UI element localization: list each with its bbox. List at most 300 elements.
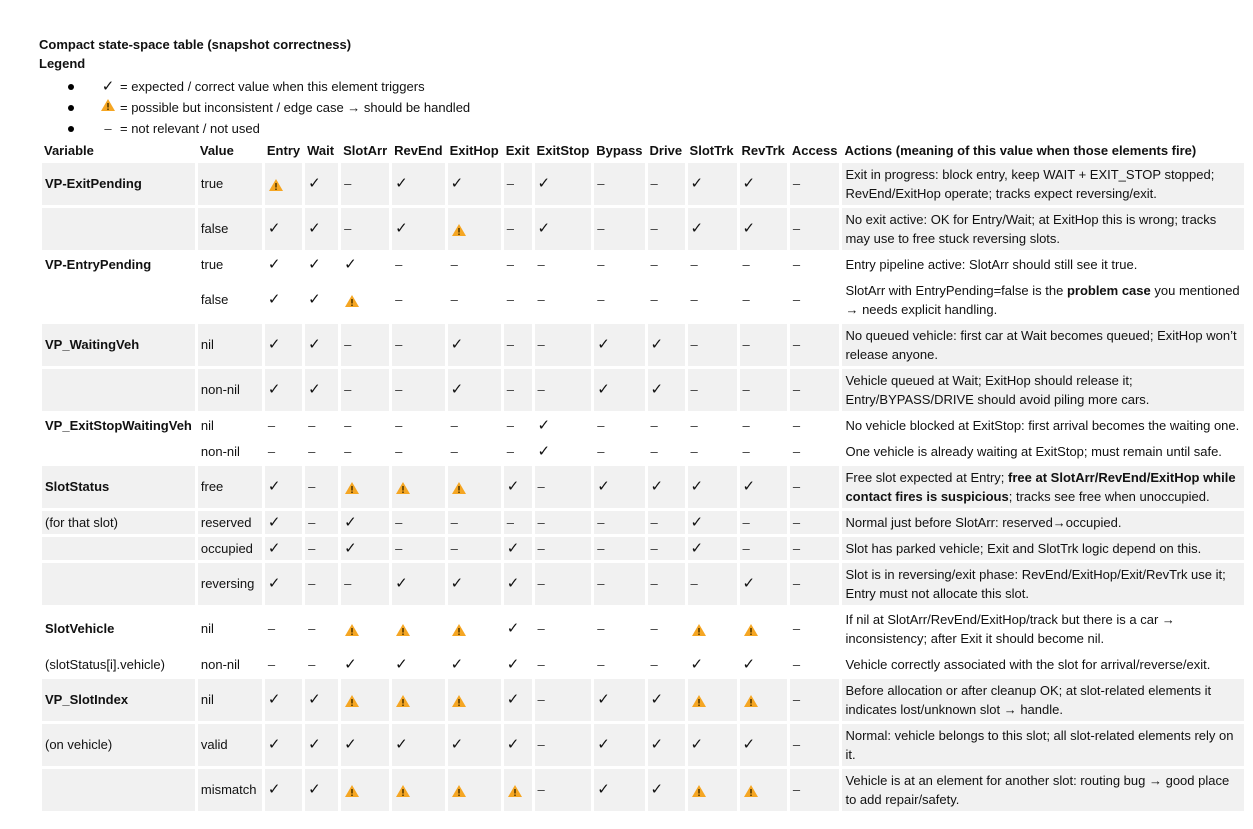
- warning-icon: [743, 784, 759, 798]
- column-header-bypass: Bypass: [596, 143, 643, 158]
- check-icon: ✓: [742, 220, 756, 237]
- value-cell: non-nil: [200, 656, 240, 672]
- dash-icon: [305, 653, 338, 676]
- dash-icon: –: [792, 692, 801, 707]
- dash-icon: –: [792, 176, 801, 191]
- column-header-variable: Variable: [44, 143, 94, 158]
- dash-icon: [392, 279, 444, 321]
- check-icon: ✓: [690, 220, 704, 237]
- warning-icon: [100, 98, 116, 117]
- check-icon: [341, 724, 389, 766]
- check-icon: ✓: [690, 513, 704, 531]
- dash-icon: [535, 563, 592, 605]
- variable-cell: VP_SlotIndex: [42, 679, 195, 721]
- dash-icon: [790, 163, 840, 205]
- check-icon: [305, 208, 338, 250]
- dash-icon: –: [344, 417, 352, 433]
- check-icon: ✓: [597, 781, 610, 798]
- dash-icon: –: [537, 256, 545, 272]
- dash-icon: –: [104, 120, 112, 136]
- dash-icon: –: [308, 656, 316, 672]
- check-icon: ✓: [506, 620, 520, 637]
- warning-icon: [268, 178, 284, 192]
- table-row: [42, 279, 1244, 321]
- column-header-revtrk: RevTrk: [741, 143, 785, 158]
- check-icon: ✓: [344, 539, 357, 557]
- table-row: [42, 369, 1244, 411]
- check-icon: [504, 724, 532, 766]
- check-icon: [448, 163, 501, 205]
- check-icon: ✓: [506, 655, 520, 673]
- check-icon: [448, 563, 501, 605]
- dash-icon: –: [597, 221, 605, 236]
- legend-item-warning: [68, 97, 470, 118]
- check-icon: ✓: [506, 736, 520, 753]
- dash-icon: [341, 208, 389, 250]
- check-icon: ✓: [267, 736, 281, 753]
- check-icon: ✓: [308, 291, 321, 308]
- dash-icon: [392, 369, 444, 411]
- variable-cell: SlotVehicle: [45, 621, 115, 636]
- warning-icon: [691, 694, 707, 708]
- dash-icon: –: [308, 443, 316, 459]
- dash-icon: –: [506, 256, 514, 272]
- dash-icon: –: [650, 417, 658, 433]
- value-cell: nil: [200, 417, 214, 433]
- dash-icon: [305, 537, 338, 560]
- check-icon: [265, 769, 302, 811]
- dash-icon: –: [450, 292, 458, 307]
- warning-icon: [395, 481, 411, 495]
- check-icon: [594, 369, 644, 411]
- check-icon: ✓: [650, 736, 664, 753]
- check-icon: [305, 253, 338, 276]
- dash-icon: –: [650, 576, 658, 591]
- action-cell: Entry pipeline active: SlotArr should still see it true.: [845, 257, 1138, 272]
- dash-icon: –: [450, 417, 458, 433]
- dash-icon: [535, 679, 592, 721]
- dash-icon: [594, 563, 644, 605]
- dash-icon: –: [450, 256, 458, 272]
- check-icon: [648, 724, 685, 766]
- dash-icon: [648, 653, 685, 676]
- check-icon: ✓: [506, 575, 520, 592]
- dash-icon: [504, 279, 532, 321]
- check-icon: ✓: [267, 781, 281, 798]
- table-row: [42, 208, 1244, 250]
- column-header-exit: Exit: [505, 143, 530, 158]
- check-icon: [648, 769, 685, 811]
- check-icon: [392, 563, 444, 605]
- check-icon: [740, 163, 787, 205]
- value-cell: occupied: [198, 537, 262, 560]
- warning-icon: [344, 784, 360, 798]
- dash-icon: [535, 279, 592, 321]
- action-cell: [842, 466, 1244, 508]
- check-icon: ✓: [742, 575, 756, 592]
- dash-icon: –: [792, 737, 801, 752]
- check-icon: [648, 324, 685, 366]
- dash-icon: –: [506, 514, 514, 530]
- warning-icon: [507, 784, 523, 798]
- dash-icon: [790, 511, 840, 534]
- check-icon: [688, 653, 737, 676]
- column-header-exithop: ExitHop: [449, 143, 499, 158]
- check-icon: [305, 679, 338, 721]
- dash-icon: –: [537, 576, 545, 591]
- dash-icon: –: [537, 621, 545, 636]
- column-header-access: Access: [791, 143, 838, 158]
- warning-icon: [392, 769, 444, 811]
- dash-icon: [341, 324, 389, 366]
- dash-icon: [305, 608, 338, 650]
- legend-list: [68, 76, 470, 139]
- dash-icon: [594, 653, 644, 676]
- action-text: SlotArr with EntryPending=false is the: [845, 283, 1067, 298]
- check-icon: [688, 537, 737, 560]
- dash-icon: [740, 324, 787, 366]
- check-icon: [740, 724, 787, 766]
- check-icon: ✓: [395, 220, 408, 237]
- check-icon: ✓: [650, 781, 664, 798]
- check-icon: ✓: [597, 736, 610, 753]
- check-icon: [392, 653, 444, 676]
- warning-icon: [740, 679, 787, 721]
- dash-icon: –: [267, 656, 276, 672]
- warning-icon: [341, 769, 389, 811]
- check-icon: ✓: [537, 416, 551, 434]
- dash-icon: –: [308, 621, 316, 636]
- dash-icon: –: [344, 176, 352, 191]
- variable-cell: VP_WaitingVeh: [42, 324, 195, 366]
- dash-icon: [392, 324, 444, 366]
- dash-icon: [648, 253, 685, 276]
- check-icon: ✓: [308, 175, 321, 192]
- dash-icon: –: [742, 417, 750, 433]
- dash-icon: [305, 511, 338, 534]
- dash-icon: [448, 279, 501, 321]
- action-cell: Vehicle queued at Wait; ExitHop should release it; Entry/BYPASS/DRIVE should avoid piling more cars.: [842, 369, 1244, 411]
- warning-icon: [691, 623, 707, 637]
- dash-icon: –: [742, 256, 750, 272]
- variable-cell: SlotStatus: [42, 466, 195, 508]
- legend-item-dash: [68, 118, 470, 139]
- dash-icon: –: [267, 417, 276, 433]
- variable-cell: (on vehicle): [42, 724, 195, 766]
- warning-icon: [341, 679, 389, 721]
- dash-icon: [504, 440, 532, 463]
- dash-icon: [594, 608, 644, 650]
- warning-icon: [448, 208, 501, 250]
- dash-icon: [535, 537, 592, 560]
- check-icon: ✓: [450, 175, 464, 192]
- column-header-slotarr: SlotArr: [343, 143, 388, 158]
- dash-icon: –: [690, 256, 698, 272]
- dash-icon: –: [395, 292, 403, 307]
- dash-icon: –: [792, 656, 801, 672]
- check-icon: ✓: [344, 736, 357, 753]
- dash-icon: [535, 653, 592, 676]
- dash-icon: [790, 724, 840, 766]
- action-cell: Slot has parked vehicle; Exit and SlotTrk logic depend on this.: [842, 537, 1244, 560]
- check-icon: [448, 724, 501, 766]
- dash-icon: –: [792, 337, 801, 352]
- check-icon: [341, 253, 389, 276]
- dash-icon: –: [506, 382, 514, 397]
- check-icon: [535, 414, 592, 437]
- dash-icon: [648, 279, 685, 321]
- dash-icon: –: [742, 514, 750, 530]
- table-row: [42, 253, 1244, 276]
- dash-icon: [688, 253, 737, 276]
- dash-icon: –: [792, 256, 801, 272]
- warning-icon: [395, 694, 411, 708]
- check-icon: [740, 208, 787, 250]
- column-header-value: Value: [199, 143, 234, 158]
- check-icon: ✓: [537, 442, 551, 460]
- check-icon: ✓: [450, 655, 464, 673]
- check-icon: [740, 653, 787, 676]
- action-text: Free slot expected at Entry;: [845, 470, 1009, 485]
- check-icon: [740, 563, 787, 605]
- dash-icon: –: [395, 382, 403, 397]
- check-icon: ✓: [450, 381, 464, 398]
- check-icon: ✓: [267, 513, 281, 531]
- action-cell: Normal just before SlotArr: reserved→occupied.: [842, 511, 1244, 534]
- dash-icon: –: [537, 479, 545, 494]
- dash-icon: –: [792, 221, 801, 236]
- check-icon: ✓: [267, 291, 281, 308]
- dash-icon: –: [650, 256, 658, 272]
- check-icon: ✓: [690, 478, 704, 495]
- table-row: [42, 440, 1244, 463]
- dash-icon: [790, 253, 840, 276]
- dash-icon: –: [506, 292, 514, 307]
- warning-icon: [743, 694, 759, 708]
- dash-icon: [448, 253, 501, 276]
- check-icon: [448, 369, 501, 411]
- warning-icon: [740, 608, 787, 650]
- warning-icon: [451, 481, 467, 495]
- dash-icon: –: [742, 382, 750, 397]
- dash-icon: [448, 511, 501, 534]
- warning-icon: [344, 481, 360, 495]
- check-icon: [648, 466, 685, 508]
- dash-icon: –: [267, 443, 276, 459]
- dash-icon: [594, 414, 644, 437]
- value-cell: free: [198, 466, 262, 508]
- warning-icon: [448, 466, 501, 508]
- column-header-revend: RevEnd: [394, 143, 443, 158]
- variable-cell: [42, 279, 195, 321]
- check-icon: ✓: [650, 381, 664, 398]
- check-icon: [341, 511, 389, 534]
- dash-icon: –: [597, 176, 605, 191]
- dash-icon: [504, 208, 532, 250]
- dash-icon: [594, 440, 644, 463]
- dash-icon: [265, 653, 302, 676]
- check-icon: ✓: [101, 77, 115, 95]
- dash-icon: –: [597, 656, 605, 672]
- check-icon: ✓: [742, 736, 756, 753]
- dash-icon: [790, 563, 840, 605]
- dash-icon: [265, 608, 302, 650]
- column-header-wait: Wait: [307, 143, 335, 158]
- action-cell: One vehicle is already waiting at ExitStop; must remain until safe.: [845, 444, 1222, 459]
- action-cell: No queued vehicle: first car at Wait becomes queued; ExitHop won’t release anyone.: [842, 324, 1244, 366]
- warning-icon: [395, 623, 411, 637]
- dash-icon: –: [650, 221, 658, 236]
- check-icon: [504, 537, 532, 560]
- check-icon: ✓: [650, 478, 664, 495]
- check-icon: [448, 653, 501, 676]
- check-icon: ✓: [597, 336, 610, 353]
- check-icon: ✓: [690, 539, 704, 557]
- dash-icon: –: [395, 514, 403, 530]
- dash-icon: –: [450, 514, 458, 530]
- check-icon: [265, 537, 302, 560]
- action-cell: Slot is in reversing/exit phase: RevEnd/ExitHop/Exit/RevTrk use it; Entry must not allocate this slot.: [842, 563, 1244, 605]
- warning-icon: [448, 608, 501, 650]
- check-icon: [688, 163, 737, 205]
- warning-icon: [688, 608, 737, 650]
- dash-icon: –: [792, 621, 801, 636]
- dash-icon: [594, 279, 644, 321]
- dash-icon: –: [792, 417, 801, 433]
- dash-icon: –: [690, 382, 698, 397]
- check-icon: ✓: [267, 255, 281, 273]
- dash-icon: [740, 511, 787, 534]
- check-icon: [535, 163, 592, 205]
- dash-icon: –: [597, 621, 605, 636]
- dash-icon: [341, 163, 389, 205]
- column-header-entry: Entry: [266, 143, 301, 158]
- action-cell: [842, 279, 1244, 321]
- dash-icon: [740, 279, 787, 321]
- dash-icon: –: [792, 443, 801, 459]
- variable-cell: [42, 769, 195, 811]
- check-icon: [594, 466, 644, 508]
- check-icon: ✓: [742, 175, 756, 192]
- check-icon: [265, 724, 302, 766]
- dash-icon: [341, 414, 389, 437]
- dash-icon: [504, 163, 532, 205]
- check-icon: ✓: [450, 336, 464, 353]
- check-icon: ✓: [742, 655, 756, 673]
- check-icon: ✓: [267, 381, 281, 398]
- variable-cell: VP_ExitStopWaitingVeh: [45, 417, 192, 433]
- value-cell: valid: [198, 724, 262, 766]
- value-cell: false: [200, 292, 229, 307]
- dash-icon: –: [537, 540, 545, 556]
- dash-icon: [448, 440, 501, 463]
- emphasis-text: free at SlotArr/RevEnd/ExitHop while contact fires is suspicious: [845, 470, 1236, 504]
- warning-icon: [688, 679, 737, 721]
- check-icon: ✓: [537, 220, 551, 237]
- check-icon: [392, 724, 444, 766]
- dash-icon: [535, 466, 592, 508]
- check-icon: ✓: [344, 655, 357, 673]
- table-row: [42, 724, 1244, 766]
- dash-icon: [790, 679, 840, 721]
- emphasis-text: problem case: [1066, 283, 1151, 298]
- dash-icon: [740, 414, 787, 437]
- check-icon: [504, 466, 532, 508]
- dash-icon: [648, 511, 685, 534]
- dash-icon: –: [506, 417, 514, 433]
- dash-icon: [790, 769, 840, 811]
- table-body: [42, 163, 1244, 811]
- dash-icon: –: [344, 221, 352, 236]
- dash-icon: [392, 414, 444, 437]
- dash-icon: –: [537, 782, 545, 797]
- check-icon: ✓: [395, 655, 408, 673]
- dash-icon: –: [344, 443, 352, 459]
- dash-icon: –: [344, 382, 352, 397]
- dash-icon: [305, 440, 338, 463]
- value-cell: nil: [198, 324, 262, 366]
- check-icon: ✓: [506, 539, 520, 557]
- check-icon: [341, 653, 389, 676]
- dash-icon: –: [742, 292, 750, 307]
- value-cell: non-nil: [198, 369, 262, 411]
- check-icon: [535, 440, 592, 463]
- action-cell: No exit active: OK for Entry/Wait; at ExitHop this is wrong; tracks may use to free stuck reversing slots.: [842, 208, 1244, 250]
- check-icon: [265, 369, 302, 411]
- dash-icon: [535, 769, 592, 811]
- check-icon: ✓: [267, 336, 281, 353]
- warning-icon: [265, 163, 302, 205]
- check-icon: [504, 608, 532, 650]
- table-row: [42, 466, 1244, 508]
- dash-icon: –: [650, 540, 658, 556]
- dash-icon: –: [650, 656, 658, 672]
- check-icon: ✓: [267, 691, 281, 708]
- variable-cell: [42, 208, 195, 250]
- dash-icon: –: [597, 292, 605, 307]
- warning-icon: [451, 784, 467, 798]
- dash-icon: –: [792, 782, 801, 797]
- action-cell: Before allocation or after cleanup OK; at slot-related elements it indicates lost/unknown slot → handle.: [842, 679, 1244, 721]
- check-icon: ✓: [267, 575, 281, 592]
- dash-icon: –: [650, 292, 658, 307]
- dash-icon: –: [690, 292, 698, 307]
- dash-icon: [790, 208, 840, 250]
- check-icon: [648, 679, 685, 721]
- value-cell: nil: [200, 621, 214, 636]
- dash-icon: [392, 253, 444, 276]
- dash-icon: [504, 253, 532, 276]
- check-icon: ✓: [308, 220, 321, 237]
- document-title: Compact state-space table (snapshot correctness): [39, 37, 352, 52]
- check-icon: ✓: [650, 691, 664, 708]
- dash-icon: [535, 369, 592, 411]
- check-icon: [594, 769, 644, 811]
- dash-icon: –: [450, 540, 458, 556]
- dash-icon: [790, 466, 840, 508]
- table-row: [42, 608, 1244, 650]
- dash-icon: [341, 369, 389, 411]
- legend-item-check: [68, 76, 470, 97]
- value-cell: reserved: [198, 511, 262, 534]
- dash-icon: [305, 563, 338, 605]
- check-icon: [265, 208, 302, 250]
- dash-icon: –: [395, 337, 403, 352]
- dash-icon: –: [506, 443, 514, 459]
- dash-icon: [392, 511, 444, 534]
- dash-icon: –: [344, 576, 352, 591]
- dash-icon: –: [597, 443, 605, 459]
